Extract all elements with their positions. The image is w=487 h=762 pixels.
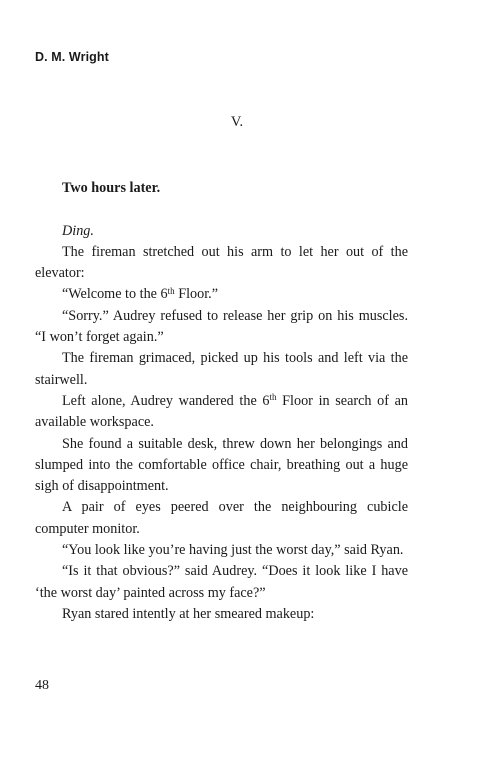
body-text [35, 178, 408, 625]
paragraph: She found a suitable desk, threw down her belongings and slumped into the comfortable office chair, breathing out a huge sigh of disappointment. [35, 435, 408, 495]
paragraph: “You look like you’re having just the worst day,” said Ryan. [62, 542, 404, 559]
paragraph-text: Floor in search of an available workspace. [35, 392, 408, 431]
section-subheading: Two hours later. [62, 180, 161, 196]
page-number: 48 [35, 678, 49, 693]
paragraph: Ding. [62, 222, 94, 239]
paragraph: The fireman stretched out his arm to let her out of the elevator: [35, 243, 408, 282]
chapter-number: V. [230, 114, 244, 130]
paragraph-text: Left alone, Audrey wandered the 6 [62, 392, 270, 409]
ordinal-suffix: th [269, 392, 277, 403]
running-head-author: D. M. Wright [35, 50, 109, 64]
paragraph-text: Floor.” [174, 286, 218, 303]
paragraph: “Sorry.” Audrey refused to release her grip on his muscles. “I won’t forget again.” [35, 307, 408, 346]
paragraph: “Is it that obvious?” said Audrey. “Does it look like I have ‘the worst day’ painted across my face?” [35, 563, 408, 601]
paragraph: The fireman grimaced, picked up his tools and left via the stairwell. [35, 350, 408, 388]
paragraph: A pair of eyes peered over the neighbouring cubicle computer monitor. [35, 499, 408, 537]
paragraph [35, 391, 408, 434]
ordinal-suffix: th [167, 285, 175, 296]
paragraph [35, 284, 408, 305]
paragraph: Ryan stared intently at her smeared makeup: [62, 605, 315, 622]
paragraph-text: “Welcome to the 6 [62, 286, 168, 303]
